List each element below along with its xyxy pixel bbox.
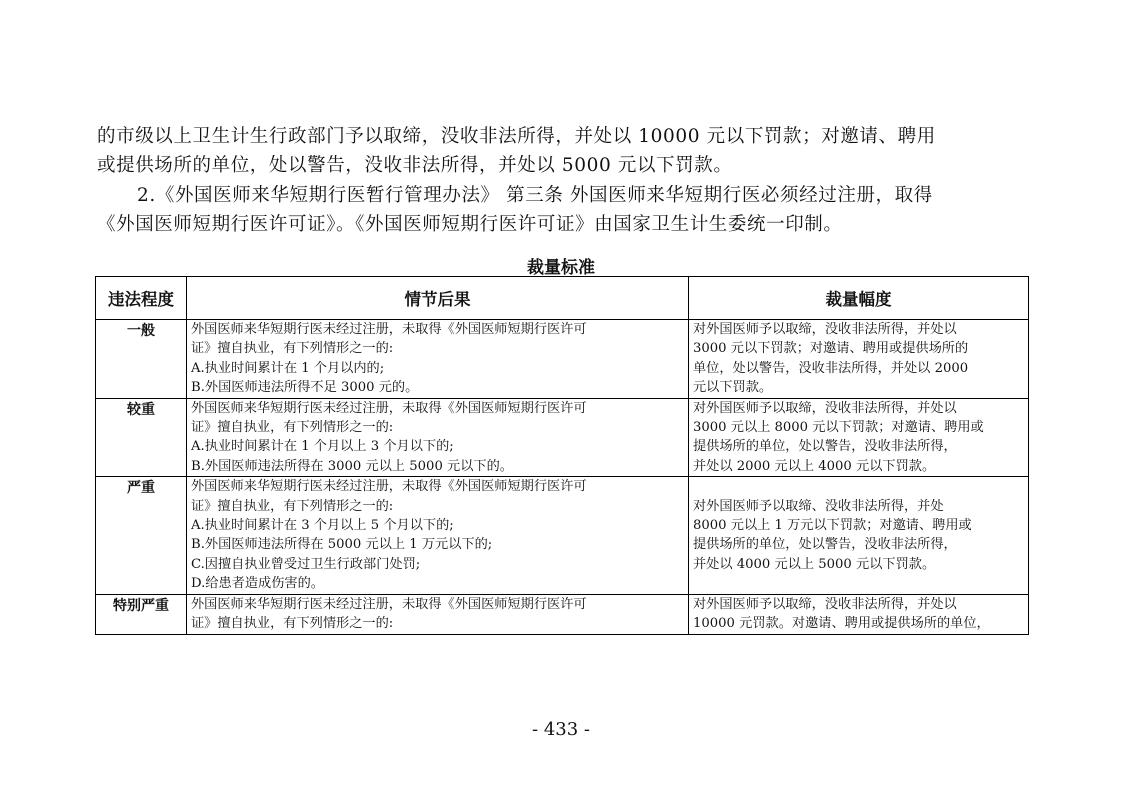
degree-cell: 严重 — [96, 477, 187, 594]
table-title: 裁量标准 — [527, 258, 595, 278]
table-header-row — [96, 277, 1029, 320]
details-line: B.外国医师违法所得在 5000 元以上 1 万元以下的; — [191, 537, 493, 553]
penalty-line: 元以下罚款。 — [693, 380, 773, 396]
penalty-line: 3000 元以下罚款；对邀请、聘用或提供场所的 — [693, 341, 969, 357]
penalty-line: 提供场所的单位，处以警告，没收非法所得， — [693, 439, 957, 455]
paragraph-line: 的市级以上卫生计生行政部门予以取缔，没收非法所得，并处以 10000 元以下罚款；对邀请、聘用 — [97, 126, 936, 147]
details-line: D.给患者造成伤害的。 — [191, 576, 324, 592]
penalty-cell — [689, 320, 1029, 399]
details-cell — [187, 320, 689, 399]
details-cell — [187, 594, 689, 634]
penalty-line: 单位，处以警告，没收非法所得，并处以 2000 — [693, 360, 969, 376]
penalty-cell — [689, 594, 1029, 634]
column-header-degree: 违法程度 — [96, 277, 187, 320]
column-header-penalty: 裁量幅度 — [689, 277, 1029, 320]
penalty-cell — [689, 477, 1029, 594]
paragraph-2 — [97, 181, 1027, 239]
details-line: 外国医师来华短期行医未经过注册，未取得《外国医师短期行医许可 — [191, 479, 587, 495]
details-line: A.执业时间累计在 1 个月以上 3 个月以下的; — [191, 439, 454, 455]
details-line: 外国医师来华短期行医未经过注册，未取得《外国医师短期行医许可 — [191, 596, 587, 612]
details-line: 证》擅自执业，有下列情形之一的: — [191, 341, 394, 357]
details-line: 证》擅自执业，有下列情形之一的: — [191, 616, 394, 632]
details-cell — [187, 398, 689, 477]
details-line: A.执业时间累计在 3 个月以上 5 个月以下的; — [191, 518, 454, 534]
column-header-details: 情节后果 — [187, 277, 689, 320]
details-line: 证》擅自执业，有下列情形之一的: — [191, 420, 394, 436]
penalty-line: 3000 元以上 8000 元以下罚款；对邀请、聘用或 — [693, 420, 984, 436]
penalty-line: 并处以 4000 元以上 5000 元以下罚款。 — [693, 556, 936, 572]
penalty-line: 10000 元罚款。对邀请、聘用或提供场所的单位， — [693, 616, 990, 632]
page-number: - 433 - — [532, 719, 590, 740]
penalty-line: 并处以 2000 元以上 4000 元以下罚款。 — [693, 458, 936, 474]
details-line: B.外国医师违法所得在 3000 元以上 5000 元以下的。 — [191, 458, 513, 474]
table-row — [96, 320, 1029, 399]
degree-cell: 特别严重 — [96, 594, 187, 634]
details-line: C.因擅自执业曾受过卫生行政部门处罚; — [191, 556, 421, 572]
details-line: 证》擅自执业，有下列情形之一的: — [191, 498, 394, 514]
penalty-cell — [689, 398, 1029, 477]
table-row — [96, 398, 1029, 477]
penalty-line: 8000 元以上 1 万元以下罚款；对邀请、聘用或 — [693, 518, 972, 534]
paragraph-1 — [97, 122, 1027, 180]
table-row — [96, 594, 1029, 634]
penalty-line: 对外国医师予以取缔，没收非法所得，并处以 — [693, 596, 957, 612]
paragraph-line: 或提供场所的单位，处以警告，没收非法所得，并处以 5000 元以下罚款。 — [97, 155, 733, 176]
degree-cell: 一般 — [96, 320, 187, 399]
penalty-line: 对外国医师予以取缔、没收非法所得，并处 — [693, 498, 944, 514]
penalty-line: 对外国医师予以取缔，没收非法所得，并处以 — [693, 400, 957, 416]
details-line: 外国医师来华短期行医未经过注册，未取得《外国医师短期行医许可 — [191, 400, 587, 416]
details-line: B.外国医师违法所得不足 3000 元的。 — [191, 380, 419, 396]
penalty-line: 提供场所的单位，处以警告，没收非法所得， — [693, 537, 957, 553]
table-row — [96, 477, 1029, 594]
paragraph-line: 2.《外国医师来华短期行医暂行管理办法》 第三条 外国医师来华短期行医必须经过注册，取得 — [137, 185, 933, 206]
paragraph-line: 《外国医师短期行医许可证》。《外国医师短期行医许可证》由国家卫生计生委统一印制。 — [97, 214, 843, 235]
details-cell — [187, 477, 689, 594]
details-line: 外国医师来华短期行医未经过注册，未取得《外国医师短期行医许可 — [191, 322, 587, 337]
degree-cell: 较重 — [96, 398, 187, 477]
discretion-standard-table — [95, 276, 1029, 635]
details-line: A.执业时间累计在 1 个月以内的; — [191, 360, 385, 376]
penalty-line: 对外国医师予以取缔，没收非法所得，并处以 — [693, 322, 957, 337]
